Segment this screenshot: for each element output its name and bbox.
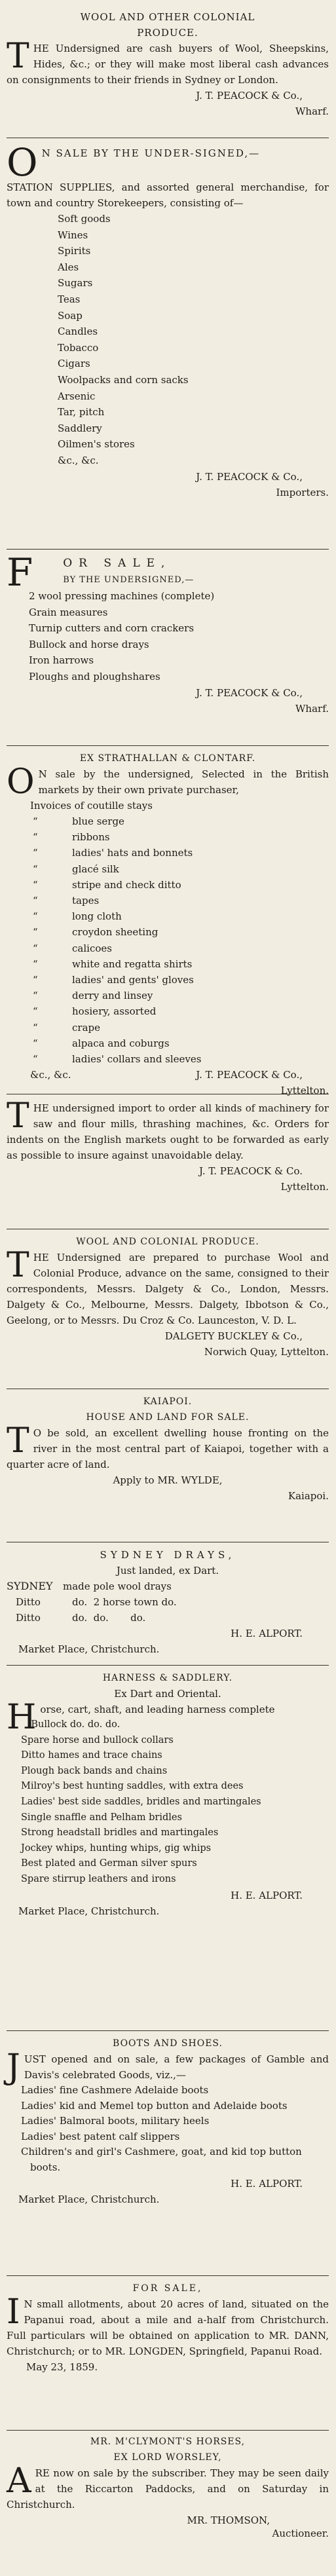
drop-cap: T: [7, 1421, 29, 1461]
list-item: [7, 877, 329, 893]
drop-cap: A: [7, 2461, 31, 2501]
ad-subtitle: EX LORD WORSLEY,: [113, 2452, 222, 2463]
list-item: Woolpacks and corn sacks: [58, 373, 189, 386]
ditto-mark: “: [33, 942, 38, 954]
list-item-text: ladies' and gents' gloves: [72, 974, 194, 986]
list-item: [7, 972, 329, 988]
list-item: [7, 1003, 329, 1019]
ditto-mark: “: [33, 831, 38, 844]
drop-cap: O: [7, 140, 38, 185]
list-item: [7, 829, 329, 845]
ad-wool-dalgety: [7, 1234, 329, 1360]
ad-place: Lyttelton.: [280, 1085, 329, 1097]
list-item: Ladies' kid and Memel top button and Adelaide boots: [21, 2099, 288, 2112]
divider: [7, 2430, 329, 2431]
list-item-text: glacé silk: [72, 863, 119, 875]
ad-allotments: [7, 2281, 329, 2375]
list-item: &c., &c.: [58, 454, 99, 466]
ditto-mark: “: [33, 910, 38, 923]
list-item: Wines: [58, 229, 88, 241]
list-item: Sugars: [58, 277, 93, 289]
table-cell: Ditto: [16, 1596, 41, 1608]
list-item: Teas: [58, 293, 81, 305]
list-item: Single snaffle and Pelham bridles: [21, 1812, 182, 1823]
ad-boots: [7, 2036, 329, 2207]
ad-horses: [7, 2434, 329, 2541]
ad-signature: J. T. PEACOCK & Co.,: [196, 686, 303, 699]
list-item-text: derry and linsey: [72, 990, 153, 1002]
ad-place: Importers.: [276, 486, 329, 498]
list-item-text: ribbons: [72, 831, 110, 844]
list-item: Milroy's best hunting saddles, with extra dees: [21, 1781, 244, 1792]
list-item: Children's and girl's Cashmere, goat, and kid top button boots.: [21, 2146, 302, 2173]
ad-place: Market Place, Christchurch.: [18, 2193, 160, 2205]
list-item-text: long cloth: [72, 910, 122, 923]
list-item: [7, 908, 329, 924]
drop-cap: F: [7, 550, 33, 595]
list-item: Ladies' best side saddles, bridles and martingales: [21, 1796, 261, 1807]
list-item: Oilmen's stores: [58, 438, 135, 451]
ad-title: KAIAPOI.: [143, 1396, 193, 1407]
ad-sydney-drays: [7, 1547, 329, 1657]
ad-wool-peacock: [7, 9, 329, 119]
list-item: Tobacco: [58, 341, 99, 354]
ad-title: EX STRATHALLAN & CLONTARF.: [79, 753, 256, 764]
ad-place: Market Place, Christchurch.: [18, 1905, 160, 1917]
drop-cap: H: [7, 1698, 37, 1737]
ad-body: STATION SUPPLIES, and assorted general merchandise, for town and country Storekeepers, consisting of—: [7, 181, 329, 209]
list-item: Saddlery: [58, 422, 102, 434]
ad-signature: H. E. ALPORT.: [231, 1628, 303, 1639]
list-item: Ploughs and ploughshares: [29, 670, 160, 682]
list-item: Jockey whips, hunting whips, gig whips: [21, 1842, 212, 1854]
list-item: Ditto hames and trace chains: [21, 1750, 162, 1761]
list-item: [7, 861, 329, 877]
ad-harness: [7, 1670, 329, 1919]
ad-signature: DALGETY BUCKLEY & Co.,: [164, 1330, 303, 1342]
ad-on-sale-stores: [7, 140, 329, 500]
list-item: [7, 1036, 329, 1051]
ad-etc: &c., &c.: [30, 1069, 71, 1081]
list-item: [7, 1051, 329, 1067]
list-item: Ladies' Balmoral boots, military heels: [21, 2115, 210, 2127]
ad-place: Lyttelton.: [280, 1181, 329, 1193]
drop-cap: J: [7, 2047, 20, 2087]
ditto-mark: “: [33, 1037, 38, 1049]
ad-heading: N SALE BY THE UNDER-SIGNED,—: [41, 147, 261, 159]
list-item: Soft goods: [58, 213, 111, 225]
list-item: 2 wool pressing machines (complete): [29, 590, 215, 602]
list-item: [7, 813, 329, 829]
ad-subtitle: HOUSE AND LAND FOR SALE.: [86, 1412, 250, 1423]
list-item-text: crape: [72, 1021, 100, 1034]
list-item-text: stripe and check ditto: [72, 878, 181, 891]
ditto-mark: “: [33, 863, 38, 875]
drays-table: [7, 1578, 329, 1626]
list-item: Candles: [58, 326, 98, 338]
list-item-text: calicoes: [72, 942, 112, 954]
ad-title: MR. M'CLYMONT'S HORSES,: [90, 2436, 246, 2447]
goods-list: [7, 2083, 329, 2176]
ditto-mark: “: [33, 974, 38, 986]
ad-signature: J. T. PEACOCK & Co.,: [196, 1069, 303, 1081]
table-cell: do. 2 horse town do.: [72, 1596, 177, 1608]
ditto-mark: “: [33, 815, 38, 827]
ad-signature: J. T. PEACOCK & Co.,: [196, 470, 303, 483]
ad-title: SYDNEY DRAYS,: [100, 1549, 236, 1561]
ad-kaiapoi: [7, 1394, 329, 1504]
ad-for-sale-machines: [7, 550, 329, 717]
divider: [7, 549, 329, 550]
ad-body: N sale by the undersigned, Selected in the British markets by their own private purchaser,: [38, 768, 329, 796]
invoice-list: [7, 813, 329, 1067]
table-row: [7, 1610, 329, 1626]
table-row: [7, 1578, 329, 1594]
ad-title: WOOL AND COLONIAL PRODUCE.: [76, 1237, 259, 1247]
list-item: [7, 941, 329, 956]
table-cell: do. do. do.: [72, 1612, 146, 1624]
ad-place: Market Place, Christchurch.: [18, 1643, 160, 1655]
list-item: [7, 924, 329, 940]
list-item: Iron harrows: [29, 654, 94, 667]
ad-apply: Apply to MR. WYLDE,: [113, 1474, 223, 1486]
ad-signature: H. E. ALPORT.: [231, 2177, 303, 2190]
ad-body: UST opened and on sale, a few packages of Gamble and Davis's celebrated Goods, viz.,—: [24, 2053, 329, 2081]
ad-strathallan: [7, 751, 329, 1098]
ad-body: RE now on sale by the subscriber. They may be seen daily at the Riccarton Paddocks, and on Saturday in Christchurch.: [7, 2467, 329, 2511]
ad-title: FOR SALE,: [132, 2283, 203, 2294]
list-item: [7, 956, 329, 972]
list-item: [7, 1020, 329, 1036]
ad-body: HE Undersigned are cash buyers of Wool, Sheepskins, Hides, &c.; or they will make most liberal cash advances on consignments to their friends in Sydney or London.: [7, 43, 329, 86]
ditto-mark: “: [33, 1053, 38, 1066]
ad-signature: H. E. ALPORT.: [231, 1889, 303, 1901]
drop-cap: T: [7, 1096, 29, 1136]
list-item: Strong headstall bridles and martingales: [21, 1827, 219, 1839]
list-item-text: white and regatta shirts: [72, 958, 193, 970]
list-item: [7, 845, 329, 861]
list-item-text: hosiery, assorted: [72, 1005, 157, 1018]
ditto-mark: “: [33, 1005, 38, 1018]
divider: [7, 2275, 329, 2276]
invoice-lead: Invoices of coutille stays: [30, 800, 153, 812]
list-item: Bullock do. do. do.: [31, 1719, 121, 1730]
drop-cap: T: [7, 37, 29, 76]
ad-heading: OR SALE,: [63, 557, 172, 570]
ditto-mark: “: [33, 878, 38, 891]
ad-title: HARNESS & SADDLERY.: [102, 1673, 233, 1683]
ad-place: Kaiapoi.: [288, 1490, 329, 1502]
list-item: [7, 893, 329, 908]
list-item: Tar, pitch: [58, 406, 105, 419]
table-cell: Ditto: [16, 1612, 41, 1624]
list-item-text: croydon sheeting: [72, 926, 159, 939]
list-item-text: blue serge: [72, 815, 124, 827]
list-item: Spirits: [58, 245, 91, 257]
ad-subheading: BY THE UNDERSIGNED,—: [63, 575, 195, 585]
goods-list: [7, 588, 329, 685]
list-item: Soap: [58, 309, 83, 322]
list-item: Grain measures: [29, 606, 108, 618]
ad-body: HE Undersigned are prepared to purchase Wool and Colonial Produce, advance on the same, consigned to their correspondents, Messrs. Dalgety & Co., London, Messrs. Dalgety & Co., Melbourne, Messrs. Dalgety, Ibbotson & Co., Geelong, or to Messrs. Du Croz & Co. Launceston, V. D. L.: [7, 1252, 329, 1326]
ad-place: Wharf.: [295, 105, 329, 117]
list-item-text: alpaca and coburgs: [72, 1037, 170, 1049]
ditto-mark: “: [33, 990, 38, 1002]
list-item-text: ladies' hats and bonnets: [72, 847, 193, 859]
ditto-mark: “: [33, 926, 38, 939]
divider: [7, 1665, 329, 1666]
ditto-mark: “: [33, 847, 38, 859]
table-cell: SYDNEY: [7, 1580, 53, 1592]
ad-subtitle: Just landed, ex Dart.: [116, 1565, 219, 1577]
list-item: Spare stirrup leathers and irons: [21, 1873, 176, 1884]
list-item-text: ladies' collars and sleeves: [72, 1053, 202, 1066]
list-item-text: tapes: [72, 895, 100, 907]
table-cell: made pole wool drays: [63, 1580, 172, 1592]
ditto-mark: “: [33, 1021, 38, 1034]
ad-place: Auctioneer.: [272, 2528, 329, 2539]
drop-cap: T: [7, 1246, 29, 1285]
list-item: Cigars: [58, 358, 90, 370]
ad-machinery: [7, 1096, 329, 1195]
ad-signature: J. T. PEACOCK & Co.,: [196, 90, 303, 102]
divider: [7, 2030, 329, 2031]
ad-body: N small allotments, about 20 acres of land, situated on the Papanui road, about a mile and a-half from Christchurch. Full particulars will be obtained on application to MR. DANN, Christchurch; or to MR. LONGDEN, Springfield, Papanui Road.: [7, 2298, 329, 2357]
ad-title: WOOL AND OTHER COLONIAL: [80, 11, 255, 23]
ad-date: May 23, 1859.: [26, 2361, 98, 2373]
table-row: [7, 1594, 329, 1610]
list-item: Spare horse and bullock collars: [21, 1734, 174, 1745]
ad-place: Norwich Quay, Lyttelton.: [204, 1346, 329, 1358]
ad-signature: MR. THOMSON,: [187, 2514, 270, 2526]
ad-title: BOOTS AND SHOES.: [113, 2038, 223, 2049]
ditto-mark: “: [33, 958, 38, 970]
drop-cap: I: [7, 2292, 20, 2332]
list-item: Arsenic: [58, 390, 96, 402]
ad-place: Wharf.: [295, 702, 329, 715]
list-item: Ladies' best patent calf slippers: [21, 2130, 180, 2142]
list-item: Ales: [58, 261, 79, 273]
goods-list: [7, 211, 329, 469]
ditto-mark: “: [33, 895, 38, 907]
drop-cap: O: [7, 762, 35, 802]
ad-signature: J. T. PEACOCK & Co.: [199, 1165, 303, 1177]
list-item: Ladies' fine Cashmere Adelaide boots: [21, 2084, 209, 2096]
goods-list: [7, 1717, 329, 1888]
divider: [7, 745, 329, 746]
ad-heading: orse, cart, shaft, and leading harness complete: [40, 1704, 275, 1715]
ad-body: O be sold, an excellent dwelling house fronting on the river in the most central part of Kaiapoi, together with a quarter acre of land.: [7, 1427, 329, 1470]
list-item: Bullock and horse drays: [29, 638, 149, 650]
list-item: [7, 988, 329, 1003]
ad-subtitle: Ex Dart and Oriental.: [114, 1688, 221, 1700]
ad-body: HE undersigned import to order all kinds of machinery for saw and flour mills, thrashing machines, &c. Orders for indents on the English markets ought to be forwarded as early as possible to insure against unavoidable delay.: [7, 1102, 329, 1161]
list-item: Best plated and German silver spurs: [21, 1858, 197, 1869]
list-item: Turnip cutters and corn crackers: [29, 622, 195, 635]
list-item: Plough back bands and chains: [21, 1765, 168, 1776]
ad-subtitle: PRODUCE.: [137, 27, 198, 39]
